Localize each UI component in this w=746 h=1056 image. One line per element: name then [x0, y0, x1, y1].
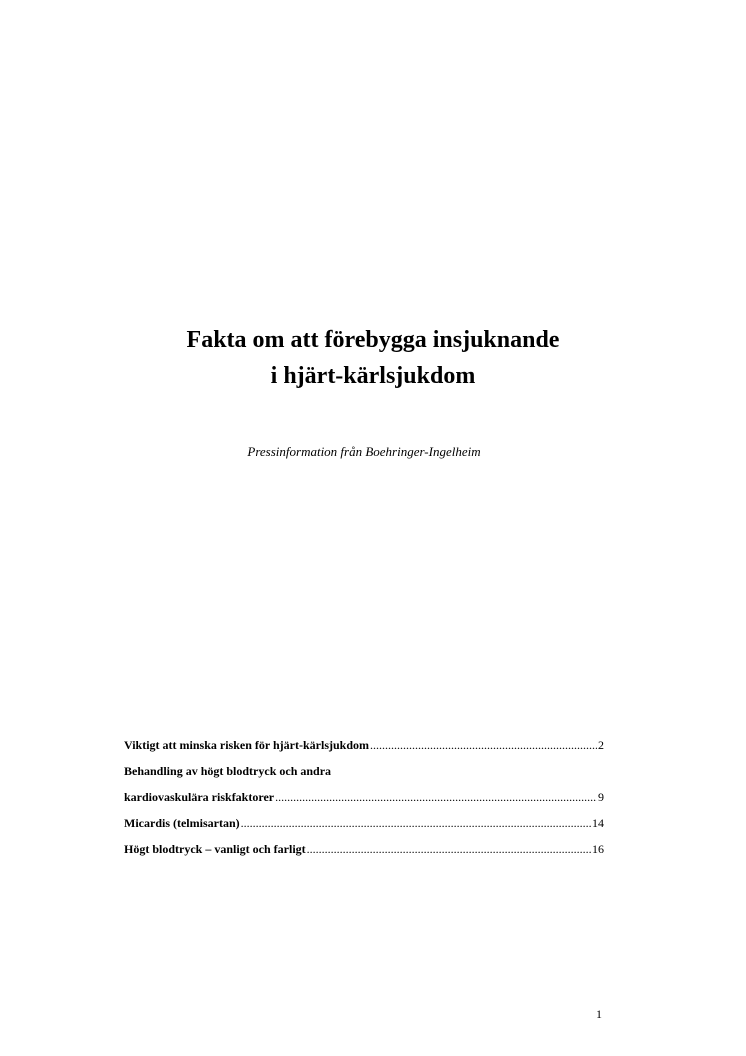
toc-entry-label: Högt blodtryck – vanligt och farligt: [124, 842, 306, 856]
toc-entry-3[interactable]: [124, 816, 604, 842]
document-title: [0, 322, 746, 394]
toc-leader-dots: [275, 790, 597, 805]
toc-entry-2-continued[interactable]: [124, 790, 604, 816]
table-of-contents: [124, 738, 604, 868]
toc-leader-dots: [370, 738, 597, 753]
toc-entry-label: Behandling av högt blodtryck och andra: [124, 764, 332, 778]
document-subtitle: Pressinformation från Boehringer-Ingelheim: [247, 444, 481, 459]
toc-entry-1[interactable]: [124, 738, 604, 764]
toc-entry-label: kardiovaskulära riskfaktorer: [124, 790, 275, 804]
page-number: 1: [596, 1007, 602, 1021]
toc-leader-dots: [307, 842, 591, 857]
toc-entry-4[interactable]: [124, 842, 604, 868]
title-line-1: Fakta om att förebygga insjuknande: [186, 327, 560, 353]
toc-leader-dots: [241, 816, 591, 831]
toc-entry-page: 16: [592, 842, 604, 856]
toc-entry-label: Micardis (telmisartan): [124, 816, 240, 830]
title-line-2: i hjärt-kärlsjukdom: [270, 363, 476, 389]
toc-entry-page: 9: [598, 790, 604, 804]
toc-entry-page: 2: [598, 738, 604, 752]
toc-entry-2[interactable]: [124, 764, 604, 790]
toc-entry-page: 14: [592, 816, 604, 830]
toc-entry-label: Viktigt att minska risken för hjärt-kärlsjukdom: [124, 738, 370, 752]
